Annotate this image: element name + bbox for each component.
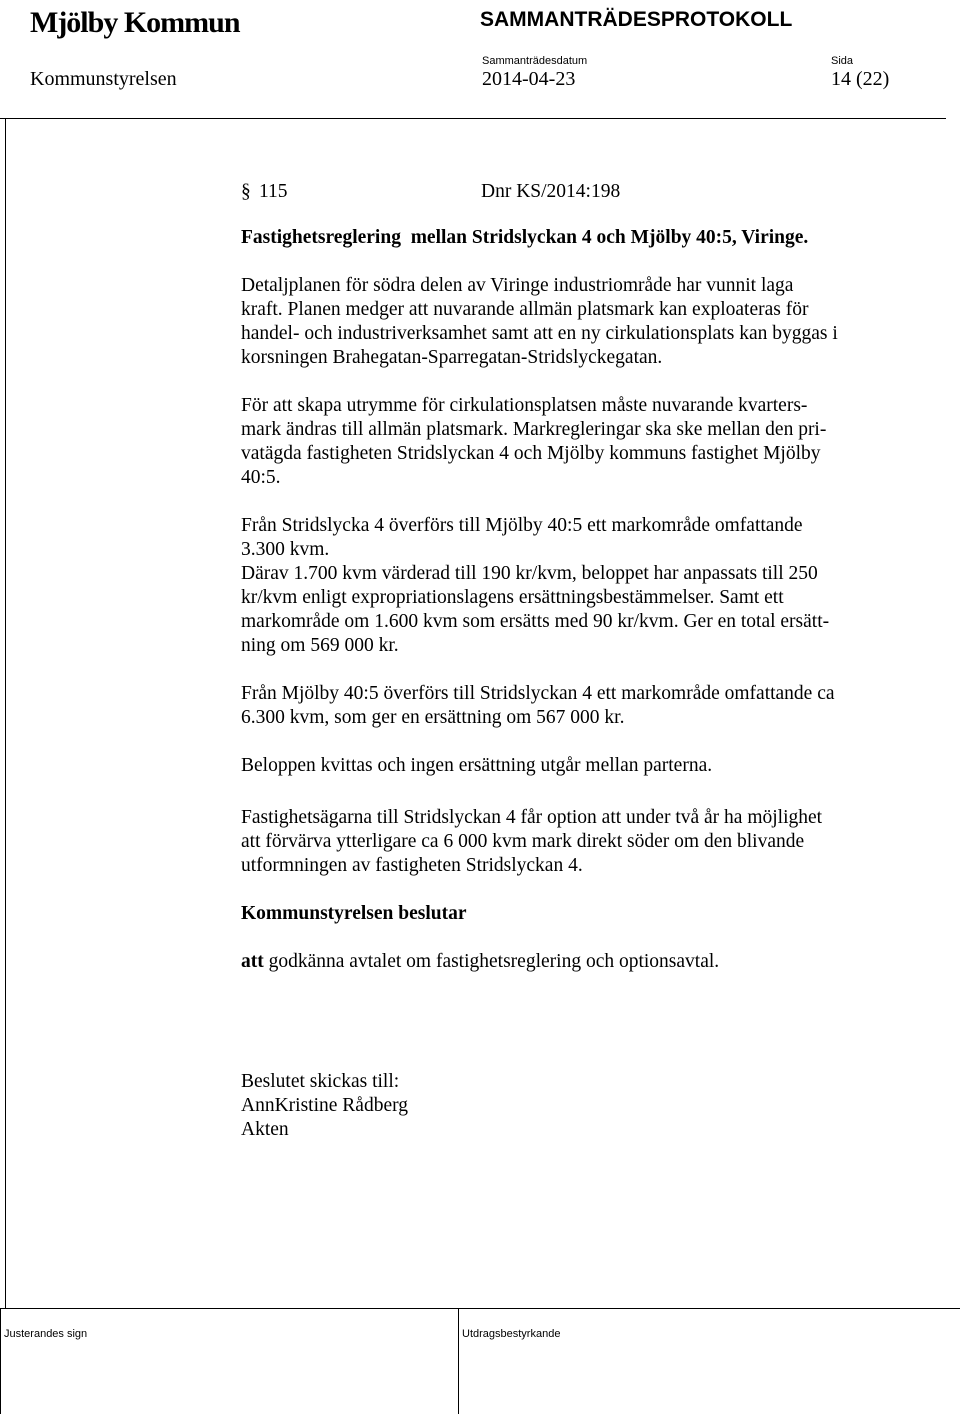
text-line: Därav 1.700 kvm värderad till 190 kr/kvm, beloppet har anpassats till 250 [241, 563, 818, 584]
decision-heading: Kommunstyrelsen beslutar [241, 903, 467, 924]
certification-box-label: Utdragsbestyrkande [462, 1328, 561, 1340]
footer-left-rule [0, 1308, 1, 1414]
footer-middle-rule [458, 1308, 459, 1414]
text-line: Från Stridslycka 4 överförs till Mjölby 40:5 ett markområde omfattande [241, 515, 803, 536]
page-number: 14 (22) [831, 68, 890, 90]
footer-divider [0, 1308, 960, 1309]
paragraph-6 [241, 806, 901, 878]
text-line: 40:5. [241, 467, 281, 488]
text-line: För att skapa utrymme för cirkulationsplatsen måste nuvarande kvarters- [241, 395, 808, 416]
text-line: ning om 569 000 kr. [241, 635, 399, 656]
date-label: Sammanträdesdatum [482, 55, 588, 67]
text-line: kr/kvm enligt expropriationslagens ersättningsbestämmelser. Samt ett [241, 587, 784, 608]
protocol-body [241, 180, 901, 1142]
left-margin-rule [5, 118, 6, 1308]
decision-att: att [241, 951, 264, 972]
section-number: 115 [259, 181, 288, 202]
distribution-line: Akten [241, 1119, 289, 1140]
text-line: kraft. Planen medger att nuvarande allmän platsmark kan exploateras för [241, 299, 809, 320]
text-line: Detaljplanen för södra delen av Viringe industriområde har vunnit laga [241, 275, 794, 296]
distribution-line: AnnKristine Rådberg [241, 1095, 408, 1116]
text-line: mark ändras till allmän platsmark. Markregleringar ska ske mellan den pri- [241, 419, 827, 440]
distribution-list [241, 1070, 901, 1142]
text-line: Från Mjölby 40:5 överförs till Stridslyckan 4 ett markområde omfattande ca [241, 683, 835, 704]
meeting-date: 2014-04-23 [482, 68, 576, 90]
section-symbol: § [241, 181, 251, 202]
text-line: vatägda fastigheten Stridslyckan 4 och Mjölby kommuns fastighet Mjölby [241, 443, 821, 464]
decision-text [241, 950, 901, 974]
text-line: korsningen Brahegatan-Sparregatan-Stridslyckegatan. [241, 347, 663, 368]
text-line: Fastighetsägarna till Stridslyckan 4 får option att under två år ha möjlighet [241, 807, 823, 828]
paragraph-2 [241, 394, 901, 490]
diary-number: Dnr KS/2014:198 [481, 181, 621, 202]
municipality-name: Mjölby Kommun [30, 6, 240, 39]
page-label: Sida [831, 55, 854, 67]
paragraph-3 [241, 514, 901, 658]
text-line: 3.300 kvm. [241, 539, 330, 560]
section-title: Fastighetsreglering mellan Stridslyckan 4 och Mjölby 40:5, Viringe. [241, 227, 809, 248]
decision-body: godkänna avtalet om fastighetsreglering och optionsavtal. [263, 951, 720, 972]
header-divider [0, 118, 946, 119]
paragraph-1 [241, 274, 901, 370]
organization-name: Kommunstyrelsen [30, 68, 177, 90]
document-type: SAMMANTRÄDESPROTOKOLL [480, 8, 793, 31]
text-line: utformningen av fastigheten Stridslyckan 4. [241, 855, 583, 876]
text-line: 6.300 kvm, som ger en ersättning om 567 000 kr. [241, 707, 625, 728]
paragraph-4 [241, 682, 901, 730]
paragraph-5 [241, 754, 901, 778]
distribution-line: Beslutet skickas till: [241, 1071, 400, 1092]
text-line: handel- och industriverksamhet samt att en ny cirkulationsplats kan byggas i [241, 323, 838, 344]
text-line: Beloppen kvittas och ingen ersättning utgår mellan parterna. [241, 755, 713, 776]
section-header [241, 180, 901, 204]
text-line: att förvärva ytterligare ca 6 000 kvm mark direkt söder om den blivande [241, 831, 805, 852]
signature-box-label: Justerandes sign [4, 1328, 88, 1340]
text-line: markområde om 1.600 kvm som ersätts med 90 kr/kvm. Ger en total ersätt- [241, 611, 830, 632]
